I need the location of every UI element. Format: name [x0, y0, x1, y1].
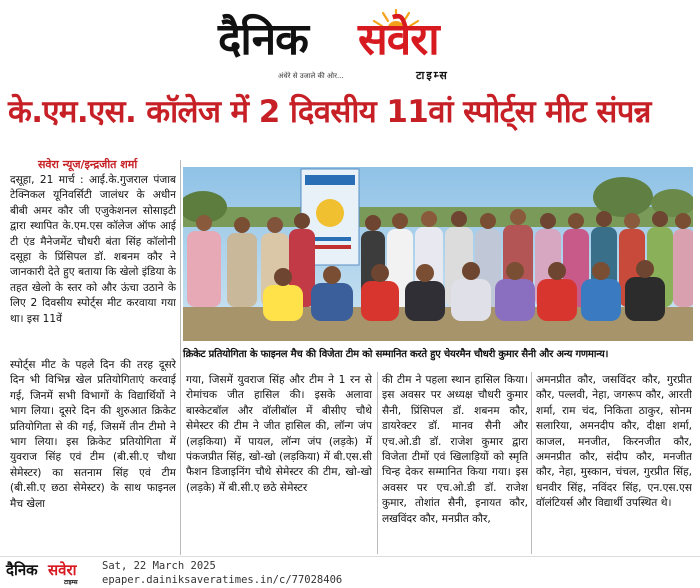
footer-logo-times: टाइम्स: [64, 579, 78, 586]
article-headline: के.एम.एस. कॉलेज में 2 दिवसीय 11वां स्पोर्ट्स मीट संपन्न: [8, 94, 651, 130]
article-column-4: अमनप्रीत कौर, जसविंदर कौर, गुरप्रीत कौर, पल्लवी, नेहा, जगरूप कौर, आरती शर्मा, राम चंद, निकिता ठाकुर, सोनम सलारिया, अमनदीप कौर, दीक्षा शर्मा, काजल, मनजीत, किरनजीत कौर, अमनप्रीत कौर, संदीप कौर, मनजीत कौर, नेहा, मुस्कान, चंचल, गुरप्रीत सिंह, धनवीर सिंह, नविंदर सिंह, एन.एस.एस वॉलंटियर्स और विद्यार्थी उपस्थित थे।: [536, 374, 692, 510]
logo-tagline: अंधेरे से उजाले की ओर...: [278, 72, 344, 80]
logo-name-red: सवेरा: [358, 14, 439, 65]
footer-logo-red: सवेरा: [48, 561, 77, 579]
article-byline: सवेरा न्यूज/इन्द्रजीत शर्मा: [38, 158, 138, 171]
column-divider: [531, 372, 532, 554]
article-column-3: की टीम ने पहला स्थान हासिल किया। इस अवसर पर अध्यक्ष चौधरी कुमार सैनी, प्रिंसिपल डॉ. शबनम कौर, डायरेक्टर डॉ. मानव सैनी और एच.ओ.डी डॉ. राजेश कुमार द्वारा विजेता टीमों एवं खिलाड़ियों को स्मृति चिन्ह देकर सम्मानित किया गया। इस अवसर पर एच.ओ.डी डॉ. राजेश कुमार, तोशांत सैनी, इनायत कौर, लखविंदर कौर, मनप्रीत कौर,: [382, 374, 528, 525]
column-divider: [377, 372, 378, 554]
edition-date: Sat, 22 March 2025: [102, 560, 216, 572]
logo-times: टाइम्स: [416, 69, 449, 82]
column-divider: [180, 160, 181, 555]
epaper-footer: [0, 556, 700, 588]
article-column-2: गया, जिसमें युवराज सिंह और टीम ने 1 रन से रोमांचक जीत हासिल की। इसके अलावा बास्केटबॉल और वॉलीबॉल में बीसीए चौथे सेमेस्टर की टीम ने जीत हासिल की, लॉन्ग जंप (लड़किया) में पायल, लॉन्ग जंप (लड़के) में पंकजप्रीत सिंह, खो-खो (लड़किया) में बी.एस.सी फैशन डिजाइनिंग चौथे सेमेस्टर की टीम, खो-खो (लड़के) में बी.सी.ए छठे सेमेस्टर: [186, 374, 372, 494]
article-left-column-continued: स्पोर्ट्स मीट के पहले दिन की तरह दूसरे दिन भी विभिन्न खेल प्रतियोगिताएं करवाई गई, जिनमें सभी विभागों के विद्यार्थियों ने भाग लिया। दूसरे दिन की शुरुआत क्रिकेट प्रतियोगिता से की गई, जिसमें तीन टीमो ने भाग लिया। इस क्रिकेट प्रतियोगिता में युवराज सिंह एवं टीम (बी.सी.ए चौथा सेमेस्टर) का सतनाम सिंह एवं टीम (बी.सी.ए छठा सेमेस्टर) के साथ फाइनल मैच खेला: [10, 359, 176, 510]
article-lead-paragraph: दसूहा, 21 मार्च : आई.के.गुजराल पंजाब टेक्निकल यूनिवर्सिटी जालंधर के अधीन बीबी अमर कौर जी एजुकेशनल सोसाइटी द्वारा स्थापित के.एम.एस कॉलेज ऑफ आई टी एंड मैनेजमेंट चौधरी बंता सिंह कॉलोनी दसूहा के प्रिंसिपल डॉ. शबनम कौर ने जानकारी देते हुए बताया कि खेलो इंडिया के तहत खेलो के स्तर को और ऊंचा उठाने के लिए 2 दिवसीय स्पोर्ट्स मीट करवाया गया था। इस 11वें: [10, 174, 176, 325]
group-photo-illustration: [183, 167, 693, 341]
epaper-link[interactable]: epaper.dainiksaveratimes.in/c/77028406: [102, 574, 343, 586]
article-photo: [183, 167, 693, 341]
logo-name-black: दैनिक: [218, 14, 308, 65]
footer-logo-black: दैनिक: [6, 561, 38, 579]
newspaper-logo: [218, 8, 488, 82]
masthead: [0, 0, 700, 86]
photo-caption: क्रिकेट प्रतियोगिता के फाइनल मैच की विजेता टीम को सम्मानित करते हुए चेयरमैन चौधरी कुमार सैनी और अन्य गणमान्य।: [183, 349, 609, 360]
footer-logo[interactable]: [6, 560, 90, 586]
